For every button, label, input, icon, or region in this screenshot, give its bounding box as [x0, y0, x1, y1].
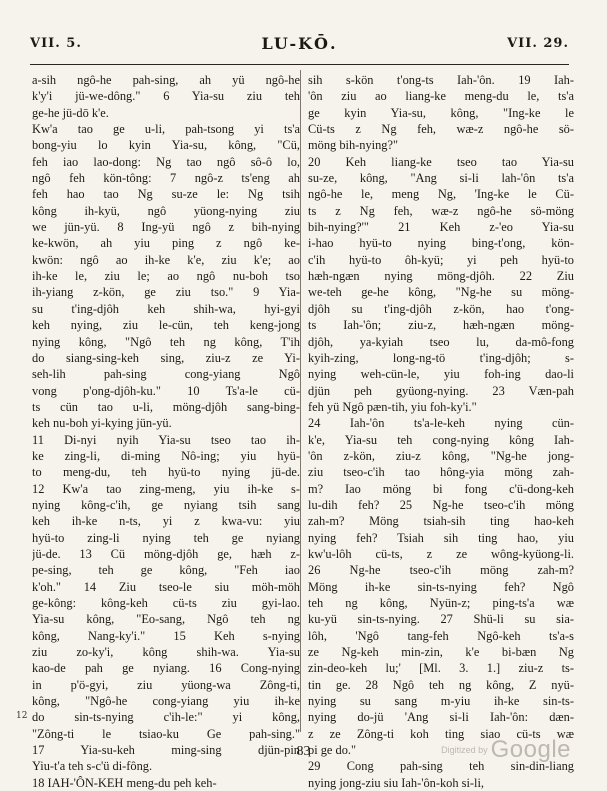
text-line: kông, "Ngô-he cong-yiang yiu ih-ke	[32, 694, 300, 709]
text-line: 12 Kw'a tao zing-meng, yiu ih-ke s-	[32, 481, 300, 496]
text-line: keh ih-ke n-ts, yi z kwa-vu: yiu	[32, 514, 300, 529]
text-line: kwön: ngô ao ih-ke k'e, ziu k'e; ao	[32, 252, 300, 267]
text-line: Cü-ts z Ng feh, wæ-z ngô-he sö-	[308, 122, 574, 137]
text-line: keh nu-boh yi-kying jün-yü.	[32, 416, 172, 431]
text-line: ge kyin Yia-su, kông, "Ing-ke le	[308, 105, 574, 120]
text-line: nying jong-ziu siu Iah-'ôn-koh si-li,	[308, 775, 485, 790]
text-line: 17 Yia-su-keh ming-sing djün-pin	[32, 743, 300, 758]
text-line: keh nying, ziu le-cün, teh keng-jong	[32, 318, 300, 333]
text-line: kw'u-lôh cü-ts, z ze wông-kyüong-li.	[308, 546, 574, 561]
watermark-prefix: Digitized by	[441, 745, 488, 755]
text-line: ge-kông: kông-keh cü-ts ziu gyi-lao.	[32, 596, 300, 610]
text-line: pi ge do."	[308, 743, 357, 758]
text-line: bong-yiu lo kyin Yia-su, kông, "Cü,	[32, 138, 300, 153]
text-line: bih-nying?'" 21 Keh z-'eo Yia-su	[308, 220, 574, 235]
text-line: djôh, ya-kyiah tseo lu, da-mô-fong	[308, 334, 574, 349]
text-line: i-hao hyü-to nying bing-t'ong, kön-	[308, 236, 574, 251]
text-line: möng bih-nying?"	[308, 138, 399, 153]
text-line: k'y'i jü-we-dông." 6 Yia-su ziu teh	[32, 89, 300, 104]
text-line: jü-de. 13 Cü möng-djôh ge, hæh z-	[32, 546, 300, 561]
right-text-column	[308, 72, 574, 791]
text-line: nying weh-cün-le, yiu foh-ing dao-li	[308, 367, 574, 382]
text-line: z ze Zông-ti koh ting siao cü-ts wæ	[308, 726, 574, 741]
text-line: 24 Iah-'ôn ts'a-le-keh nying cün-	[308, 416, 574, 431]
text-line: Yiu-t'a teh s-c'ü di-fông.	[32, 759, 153, 774]
text-line: ts z Ng feh, wæ-z ngô-he sö-möng	[308, 203, 574, 218]
text-line: to meng-du, teh hyü-to nying jü-de.	[32, 465, 300, 480]
text-line: lu-dih feh? 25 Ng-he tseo-c'ih möng	[308, 497, 574, 512]
text-line: nying kông, "Ngô teh ng kông, T'ih	[32, 334, 300, 349]
header-chapter-verse-start: VII. 5.	[30, 36, 82, 51]
text-line: do sin-ts-nying c'ih-le:" yi kông,	[32, 710, 300, 725]
text-line: sih s-kön t'ong-ts Iah-'ôn. 19 Iah-	[308, 73, 574, 87]
text-line: kao-de pah ge nyiang. 16 Cong-nying	[32, 661, 300, 676]
text-line: zin-deo-keh lu;' [Ml. 3. 1.] ziu-z ts-	[308, 661, 574, 676]
text-line: m? Iao möng bi fong c'ü-dong-keh	[308, 481, 574, 496]
text-line: a-sih ngô-he pah-sing, ah yü ngô-he	[32, 73, 300, 87]
text-line: ziu zo-ky'i, kông shih-wa. Yia-su	[32, 645, 300, 660]
text-line: seh-lih pah-sing cong-yiang Ngô	[32, 367, 300, 382]
page-number: 83	[296, 744, 311, 759]
text-line: k'oh." 14 Ziu tseo-le siu möh-möh	[32, 579, 300, 594]
text-line: ts cün tao u-li, möng-djôh sang-bing-	[32, 399, 300, 414]
text-line: ze Ng-keh min-zin, k'e bi-bæn Ng	[308, 645, 574, 660]
text-line: ziu tseo-c'ih tao hông-yia möng zah-	[308, 465, 574, 480]
text-line: vong p'ong-djôh-ku." 10 Ts'a-le cü-	[32, 383, 300, 398]
text-line: tin ge. 28 Ngô teh ng kông, Z nyü-	[308, 677, 574, 692]
header-chapter-verse-end: VII. 29.	[507, 36, 569, 51]
header-rule	[30, 64, 569, 65]
text-line: nying feh? Tsiah sih ting hao, yiu	[308, 530, 574, 545]
text-line: nying kông-c'ih, ge nyiang tsih sang	[32, 497, 300, 512]
text-line: 18 IAH-'ÔN-KEH meng-du peh keh-	[32, 775, 217, 790]
text-line: 29 Cong pah-sing teh sin-din-liang	[308, 759, 574, 774]
text-line: ih-yiang z-kön, ge ziu tso." 9 Yia-	[32, 285, 300, 300]
left-text-column	[32, 72, 300, 791]
text-line: c'ih hyü-to ôh-kyü; yi peh hyü-to	[308, 252, 574, 267]
text-line: djôh su t'ing-djôh z-kön, hao t'ong-	[308, 301, 574, 316]
text-line: do siang-sing-keh sing, ziu-z ze Yi-	[32, 350, 300, 365]
text-line: djün peh gyüong-nying. 23 Væn-pah	[308, 383, 574, 398]
text-line: feh yü Ngô pæn-tih, yiu foh-ky'i."	[308, 399, 477, 414]
text-line: Möng ih-ke sin-ts-nying feh? Ngô	[308, 579, 574, 594]
text-line: ke zing-li, di-ming Nô-ing; yiu hyü-	[32, 448, 300, 463]
text-line: 'ôn z-kön, ziu-z kông, "Ng-he jong-	[308, 448, 574, 463]
text-line: 'ôn ziu ao liang-ke meng-du le, ts'a	[308, 89, 574, 104]
text-line: ngô-he le, meng Ng, 'Ing-ke le Cü-	[308, 187, 574, 202]
text-line: feh iao lao-dong: Ng tao ngô sô-ô lo,	[32, 154, 300, 169]
text-line: we jün-yü. 8 Ing-yü ngô z bih-nying	[32, 220, 300, 235]
text-line: 26 Ng-he tseo-c'ih möng zah-m?	[308, 563, 574, 578]
text-line: teh ng kông, Nyün-z; ping-ts'a wæ	[308, 596, 574, 610]
text-line: pe-sing, teh ge kông, "Feh iao	[32, 563, 300, 578]
text-line: ngô feh kön-tông: 7 ngô-z ts'eng ah	[32, 171, 300, 186]
text-line: nying do-jü 'Ang si-li Iah-'ôn: dæn-	[308, 710, 574, 725]
text-line: su t'ing-djôh keh shih-wa, hyi-gyi	[32, 301, 300, 316]
watermark-brand: Google	[490, 736, 571, 763]
text-line: 20 Keh liang-ke tseo tao Yia-su	[308, 154, 574, 169]
text-line: feh hao tao Ng su-ze le: Ng tsih	[32, 187, 300, 202]
text-line: kông ih-kyü, ngô yüong-nying ziu	[32, 203, 300, 218]
text-line: zah-m? Möng tsiah-sih ting hao-keh	[308, 514, 574, 529]
text-line: we-teh ge-he kông, "Ng-he su möng-	[308, 285, 574, 300]
text-line: Kw'a tao ge u-li, pah-tsong yi ts'a	[32, 122, 300, 137]
text-line: ih-ke le, ziu le; ao ngô nu-boh tso	[32, 269, 300, 284]
text-line: in p'ö-gyi, ziu yüong-wa Zông-ti,	[32, 677, 300, 692]
text-line: nying su sang m-yiu ih-ke sin-ts-	[308, 694, 574, 709]
text-line: su-ze, kông, "Ang si-li lah-'ôn ts'a	[308, 171, 574, 186]
running-header	[30, 36, 569, 60]
text-line: Yia-su kông, "Eo-sang, Ngô teh ng	[32, 612, 300, 627]
text-line: kyih-zing, long-ng-tö t'ing-djôh; s-	[308, 350, 574, 365]
column-divider	[300, 70, 301, 732]
text-line: ke-kwön, ah yiu ping z ngô ke-	[32, 236, 300, 251]
header-book-title: LU-KŌ.	[261, 34, 338, 53]
text-line: hyü-to zing-li nying teh ge nyiang	[32, 530, 300, 545]
digitized-watermark	[441, 736, 571, 764]
text-line: kông, Nang-ky'i." 15 Keh s-nying	[32, 628, 300, 643]
margin-mark: 12	[16, 711, 28, 721]
text-line: ku-yü sin-ts-nying. 27 Shü-li su sia-	[308, 612, 574, 627]
text-line: k'e, Yia-su teh cong-nying kông Iah-	[308, 432, 574, 447]
text-line: 11 Di-nyi nyih Yia-su tseo tao ih-	[32, 432, 300, 447]
text-line: "Zông-ti le tsiao-ku Ge pah-sing."	[32, 726, 300, 741]
text-line: ge-he jü-dō k'e.	[32, 105, 109, 120]
text-line: hæh-ngæn nying möng-djôh. 22 Ziu	[308, 269, 574, 284]
text-line: lôh, 'Ngô tang-feh Ngô-keh ts'a-s	[308, 628, 574, 643]
text-line: ts Iah-'ôn; ziu-z, hæh-ngæn möng-	[308, 318, 574, 333]
